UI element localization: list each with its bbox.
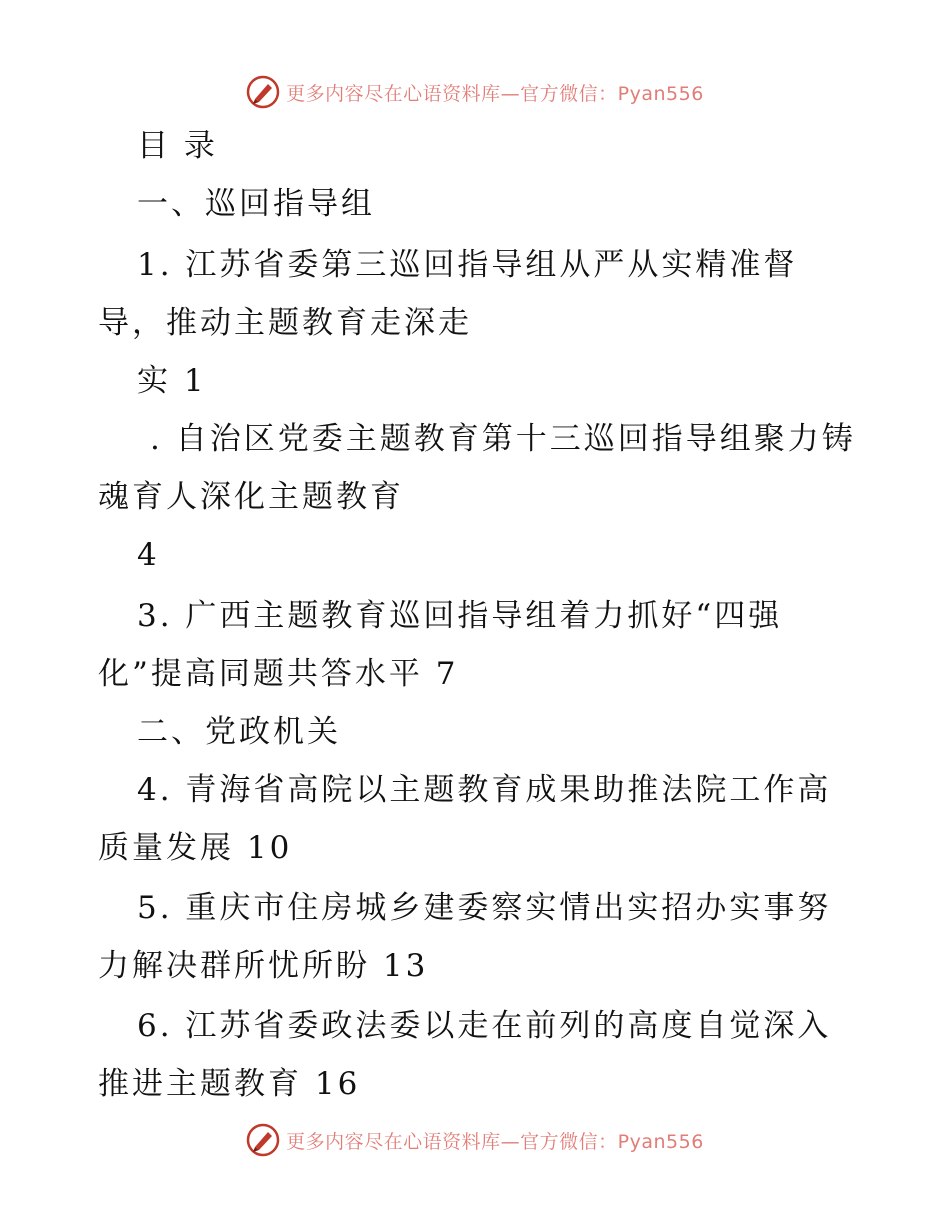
toc-entry-line: 1. 江苏省委第三巡回指导组从严从实精准督 xyxy=(137,247,798,283)
toc-section-heading: 一、巡回指导组 xyxy=(137,186,375,222)
toc-entry-line: 6. 江苏省委政法委以走在前列的高度自觉深入 xyxy=(137,1008,832,1044)
toc-entry-line: 化”提高同题共答水平 7 xyxy=(98,656,459,692)
toc-entry-line: 导，推动主题教育走深走 xyxy=(98,305,472,341)
toc-entry-line: 力解决群所忧所盼 13 xyxy=(98,948,429,984)
toc-entry-line: 4 xyxy=(137,537,160,573)
toc-entry-line: 5. 重庆市住房城乡建委察实情出实招办实事努 xyxy=(137,890,832,926)
toc-entry-line: 实 1 xyxy=(137,363,207,399)
watermark-text: 更多内容尽在心语资料库—官方微信：Pyan556 xyxy=(286,1130,704,1153)
watermark-text: 更多内容尽在心语资料库—官方微信：Pyan556 xyxy=(286,82,704,105)
watermark-banner-bottom xyxy=(0,1118,950,1162)
toc-entry-line: 魂育人深化主题教育 xyxy=(98,479,404,515)
toc-entry-line: 3. 广西主题教育巡回指导组着力抓好“四强 xyxy=(137,598,783,634)
pen-logo-icon xyxy=(246,1123,280,1157)
toc-entry-line: . 自治区党委主题教育第十三巡回指导组聚力铸 xyxy=(150,421,856,457)
toc-entry-line: 4. 青海省高院以主题教育成果助推法院工作高 xyxy=(137,772,832,808)
pen-logo-icon xyxy=(246,75,280,109)
toc-section-heading: 二、党政机关 xyxy=(137,714,341,750)
toc-entry-line: 推进主题教育 16 xyxy=(98,1066,361,1102)
watermark-banner-top xyxy=(0,70,950,114)
toc-title: 目 录 xyxy=(137,128,218,164)
toc-entry-line: 质量发展 10 xyxy=(98,830,293,866)
